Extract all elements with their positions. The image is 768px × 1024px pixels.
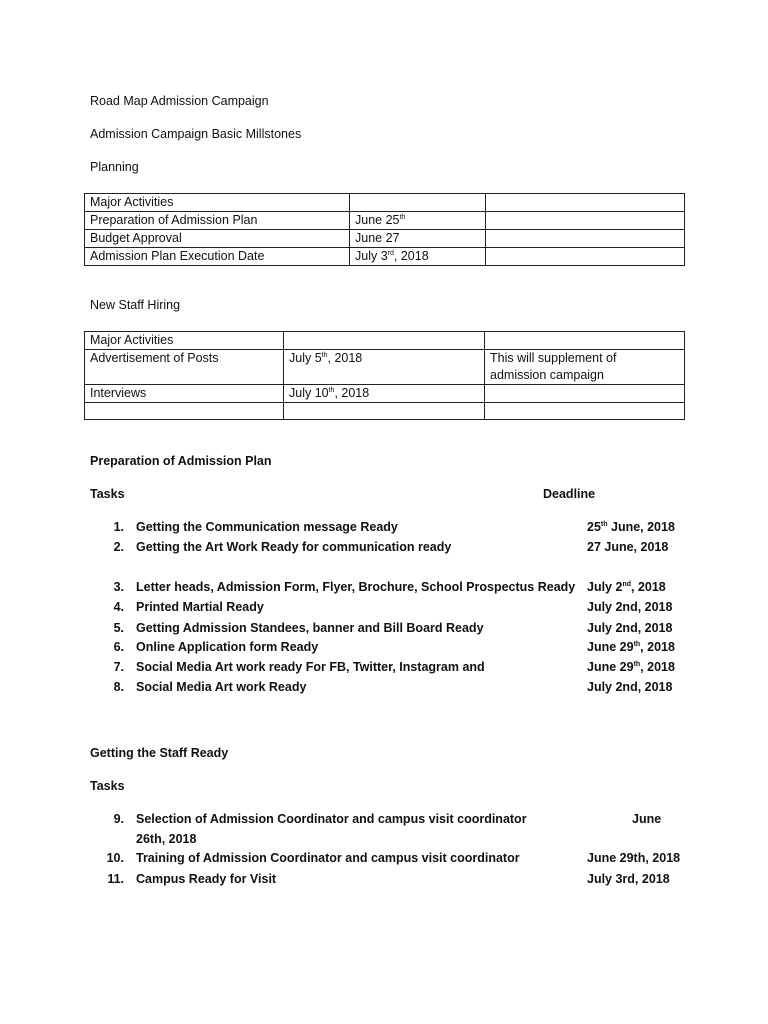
table-cell: Interviews	[85, 385, 284, 403]
staff-title: Getting the Staff Ready	[90, 746, 229, 760]
table-cell	[284, 403, 485, 420]
table-cell	[485, 332, 685, 350]
table-row	[85, 332, 685, 350]
table-cell	[486, 194, 685, 212]
table-row	[85, 350, 685, 385]
table-row	[85, 403, 685, 420]
list-item-deadline-wrap: 26th, 2018	[136, 832, 197, 846]
table-cell: Major Activities	[85, 332, 284, 350]
table-cell: June 27	[350, 230, 486, 248]
table-row	[85, 194, 685, 212]
list-item	[90, 872, 680, 892]
table-cell: Preparation of Admission Plan	[85, 212, 350, 230]
list-item-deadline: 27 June, 2018	[587, 540, 669, 554]
prep-title: Preparation of Admission Plan	[90, 454, 272, 468]
list-item-number: 5.	[113, 621, 124, 635]
table-cell: July 3rd, 2018	[350, 248, 486, 266]
table-cell	[486, 212, 685, 230]
table-cell	[486, 230, 685, 248]
list-item-text: Getting the Communication message Ready	[136, 520, 398, 534]
table-row	[85, 230, 685, 248]
list-item-text: Printed Martial Ready	[136, 600, 264, 614]
table-cell: July 5th, 2018	[284, 350, 485, 385]
deadline-label: Deadline	[543, 487, 596, 501]
list-item	[90, 621, 680, 641]
planning-table	[84, 193, 685, 266]
list-item	[90, 600, 680, 620]
document-subheading: Admission Campaign Basic Millstones	[90, 127, 302, 141]
table-cell	[486, 248, 685, 266]
planning-title: Planning	[90, 160, 139, 174]
tasks-label: Tasks	[90, 487, 125, 501]
list-item	[90, 851, 680, 871]
list-item	[90, 520, 680, 540]
list-item-deadline: June 29th, 2018	[587, 851, 681, 865]
document-heading: Road Map Admission Campaign	[90, 94, 269, 108]
table-cell: July 10th, 2018	[284, 385, 485, 403]
table-row	[85, 212, 685, 230]
list-item-number: 10.	[106, 851, 124, 865]
list-item	[90, 640, 680, 660]
hiring-title: New Staff Hiring	[90, 298, 181, 312]
list-item-text: Online Application form Ready	[136, 640, 319, 654]
list-item	[90, 540, 680, 560]
list-item-text: Letter heads, Admission Form, Flyer, Brochure, School Prospectus Ready	[136, 580, 576, 594]
list-item	[90, 660, 680, 680]
list-item-number: 3.	[113, 580, 124, 594]
list-item	[90, 580, 680, 600]
staff-tasks-label: Tasks	[90, 779, 125, 793]
list-item-number: 9.	[113, 812, 124, 826]
hiring-table	[84, 331, 685, 420]
table-cell: This will supplement of admission campaign	[485, 350, 685, 385]
table-cell	[350, 194, 486, 212]
list-item-text: Selection of Admission Coordinator and campus visit coordinator	[136, 812, 527, 826]
list-item-deadline: July 2nd, 2018	[587, 600, 673, 614]
list-item-text: Social Media Art work ready For FB, Twitter, Instagram and	[136, 660, 485, 674]
list-item-deadline: July 3rd, 2018	[587, 872, 670, 886]
table-cell: Budget Approval	[85, 230, 350, 248]
table-row	[85, 248, 685, 266]
list-item-deadline: 25th June, 2018	[587, 520, 675, 534]
table-cell	[284, 332, 485, 350]
list-item	[90, 812, 680, 846]
list-item-deadline: July 2nd, 2018	[587, 580, 666, 594]
list-item-deadline: June	[632, 812, 662, 826]
table-row	[85, 385, 685, 403]
table-cell: June 25th	[350, 212, 486, 230]
list-item-text: Getting Admission Standees, banner and Bill Board Ready	[136, 621, 484, 635]
list-item-number: 7.	[113, 660, 124, 674]
list-item-deadline: June 29th, 2018	[587, 660, 675, 674]
list-item-number: 2.	[113, 540, 124, 554]
list-item-number: 4.	[113, 600, 124, 614]
list-item-text: Social Media Art work Ready	[136, 680, 307, 694]
table-cell: Major Activities	[85, 194, 350, 212]
list-item-text: Campus Ready for Visit	[136, 872, 277, 886]
list-item-text: Training of Admission Coordinator and campus visit coordinator	[136, 851, 520, 865]
list-item-number: 8.	[113, 680, 124, 694]
table-cell: Admission Plan Execution Date	[85, 248, 350, 266]
list-item-deadline: June 29th, 2018	[587, 640, 675, 654]
list-item-deadline: July 2nd, 2018	[587, 680, 673, 694]
list-item-text: Getting the Art Work Ready for communication ready	[136, 540, 452, 554]
table-cell	[85, 403, 284, 420]
list-item-number: 1.	[113, 520, 124, 534]
list-item-number: 11.	[107, 872, 124, 886]
table-cell: Advertisement of Posts	[85, 350, 284, 385]
list-item-number: 6.	[113, 640, 124, 654]
table-cell	[485, 403, 685, 420]
list-item	[90, 680, 680, 700]
table-cell	[485, 385, 685, 403]
list-item-deadline: July 2nd, 2018	[587, 621, 673, 635]
